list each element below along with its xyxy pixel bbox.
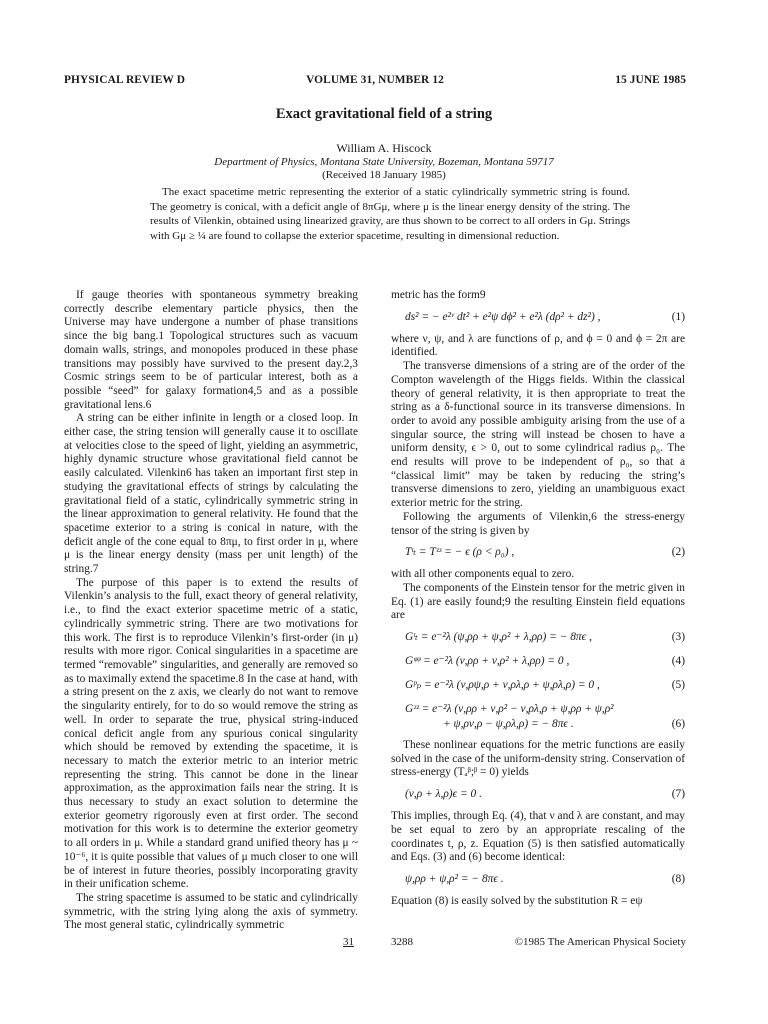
author-affiliation: Department of Physics, Montana State University, Bozeman, Montana 59717 <box>214 156 554 168</box>
body-paragraph: These nonlinear equations for the metric functions are easily solved in the case of the uniform-density string. Conservation of stress-energy (Tₐᵝ;ᵝ = 0) yields <box>391 739 685 779</box>
abstract <box>150 185 630 243</box>
body-paragraph: where ν, ψ, and λ are functions of ρ, and ϕ = 0 and ϕ = 2π are identified. <box>391 332 685 359</box>
equation-number: (6) <box>671 718 685 731</box>
equation-2 <box>391 544 685 562</box>
body-paragraph: The transverse dimensions of a string are of the order of the Compton wavelength of the Higgs fields. Within the classical theory of general relativity, it is then appropriate to treat the string as a δ-functional source in its transverse dimensions. In order to avoid any possible ambiguity arising from the use of a singular source, the string will instead be chosen to have a uniform density, ϵ > 0, out to some cylindrical radius ρ₀. The end results will prove to be independent of ρ₀, so that a “classical limit” may be taken by reducing the string’s transverse dimensions to zero, yielding an unambiguous exact exterior metric for the string. <box>391 360 685 510</box>
equation-body-continued: + ψ,ρν,ρ − ψ,ρλ,ρ) = − 8πϵ . <box>443 718 574 731</box>
paper-title: Exact gravitational field of a string <box>275 106 493 122</box>
abstract-text: The exact spacetime metric representing the exterior of a static cylindrically symmetric string is found. The geometry is conical, with a deficit angle of 8πGμ, where μ is the linear energy density of the string. The results of Vilenkin, obtained using linearized gravity, are thus shown to be correct to all orders in Gμ. Strings with Gμ ≥ ¼ are found to collapse the exterior spacetime, resulting in dimensional reduction. <box>150 186 630 242</box>
equation-body: ds² = − e²ᵛ dt² + e²ψ dϕ² + e²λ (dρ² + dz²) , <box>405 310 601 323</box>
received-date: (Received 18 January 1985) <box>322 169 446 181</box>
equation-number: (5) <box>671 679 685 692</box>
equation-number: (2) <box>671 546 685 559</box>
right-column <box>391 289 685 909</box>
equation-number: (8) <box>671 872 685 885</box>
page-footer <box>64 936 686 952</box>
volume-number: VOLUME 31, NUMBER 12 <box>306 74 444 86</box>
equation-body: Tᵗₜ = Tᶻᶻ = − ϵ (ρ < ρ₀) , <box>405 546 515 559</box>
body-paragraph: with all other components equal to zero. <box>391 568 575 581</box>
copyright-notice: ©1985 The American Physical Society <box>514 936 686 948</box>
left-column <box>64 289 358 933</box>
body-paragraph: metric has the form9 <box>391 289 486 301</box>
equation-body: (ν,ρ + λ,ρ)ϵ = 0 . <box>405 788 482 801</box>
journal-name: PHYSICAL REVIEW D <box>64 74 186 86</box>
equation-number: (4) <box>671 655 685 668</box>
equation-number: (7) <box>671 788 685 801</box>
equation-body: ψ,ρρ + ψ,ρ² = − 8πϵ . <box>405 872 504 885</box>
equation-number: (1) <box>671 310 685 323</box>
body-paragraph: Following the arguments of Vilenkin,6 the stress-energy tensor of the string is given by <box>391 510 685 537</box>
page-number: 3288 <box>391 936 413 948</box>
body-paragraph: The components of the Einstein tensor for the metric given in Eq. (1) are easily found;9 the resulting Einstein field equations are <box>391 581 685 622</box>
equation-5 <box>391 677 685 695</box>
equation-body: Gᵠᵠ = e⁻²λ (ν,ρρ + ν,ρ² + λ,ρρ) = 0 , <box>405 655 570 668</box>
equation-number: (3) <box>671 631 685 644</box>
equation-body: Gᵖₚ = e⁻²λ (ν,ρψ,ρ + ν,ρλ,ρ + ψ,ρλ,ρ) = 0 , <box>405 679 600 692</box>
running-header <box>64 74 686 90</box>
body-paragraph: The purpose of this paper is to extend the results of Vilenkin’s analysis to the full, exact theory of general relativity, i.e., to find the exact exterior spacetime metric of a static, cylindrically symmetric string. There are two motivations for this work. The first is to reproduce Vilenkin’s first-order (in μ) results with more rigor. Conical singularities in a spacetime are termed “removable” singularities, and generally are removed so as to maximally extend the spacetime.8 In the case at hand, with a string present on the z axis, we clearly do not want to remove the singularity entirely, for to do so would remove the string as well. In order to separate the true, physical string-induced conical deficit angle from any spurious conical singularity which should be removed by extending the spacetime, it is necessary to match the exterior metric to an interior metric representing the string. This cannot be done in the linear approximation, as the approximation fails near the string. It is thus necessary to study an exact solution to determine the exterior geometry rigorously even at first order. The second motivation for this work is to determine the exterior geometry to all orders in μ. While a standard grand unified theory has μ ~ 10⁻⁶, it is quite possible that values of μ much closer to one will be of interest in future theories, possibly incorporating gravity in their unification scheme. <box>64 576 358 891</box>
equation-body: Gᶻᶻ = e⁻²λ (ν,ρρ + ν,ρ² − ν,ρλ,ρ + ψ,ρρ + ψ,ρ² <box>405 703 614 716</box>
body-paragraph: A string can be either infinite in length or a closed loop. In either case, the string tension will generally cause it to oscillate at velocities close to the speed of light, yielding an asymmetric, highly dynamic structure whose gravitational field cannot be easily calculated. Vilenkin6 has taken an important first step in studying the gravitational effects of strings by calculating the gravitational field of a static, cylindrically symmetric string in the linear approximation to general relativity. He found that the spacetime exterior to a string is conical in nature, with the deficit angle of the cone equal to 8πμ, to first order in μ, where μ is the linear energy density (mass per unit length) of the string.7 <box>64 412 358 576</box>
equation-1 <box>391 309 685 327</box>
equation-3 <box>391 629 685 647</box>
equation-8 <box>391 871 685 889</box>
footer-volume: 31 <box>343 936 354 948</box>
body-paragraph: If gauge theories with spontaneous symmetry breaking correctly describe elementary particle physics, then the Universe may have undergone a number of phase transitions since the big bang.1 Topological structures such as vacuum domain walls, strings, and monopoles produced in these phase transitions may possibly have survived to the present day.2,3 Cosmic strings seem to be of particular interest, both as a possible “seed” for galaxy formation4,5 and as a possible gravitational lens.6 <box>64 289 358 411</box>
author-name: William A. Hiscock <box>336 141 432 155</box>
issue-date: 15 JUNE 1985 <box>615 74 686 86</box>
body-paragraph: The string spacetime is assumed to be static and cylindrically symmetric, with the string lying along the axis of symmetry. The most general static, cylindrically symmetric <box>64 891 358 932</box>
body-paragraph: This implies, through Eq. (4), that ν and λ are constant, and may be set equal to zero by an appropriate rescaling of the coordinates t, ρ, z. Equation (5) is then satisfied automatically and Eqs. (3) and (6) become identical: <box>391 810 685 864</box>
equation-6 <box>391 701 685 733</box>
body-paragraph: Equation (8) is easily solved by the substitution R = eψ <box>391 894 643 907</box>
equation-7 <box>391 786 685 804</box>
equation-4 <box>391 653 685 671</box>
equation-body: Gᵗₜ = e⁻²λ (ψ,ρρ + ψ,ρ² + λ,ρρ) = − 8πϵ , <box>405 631 592 644</box>
